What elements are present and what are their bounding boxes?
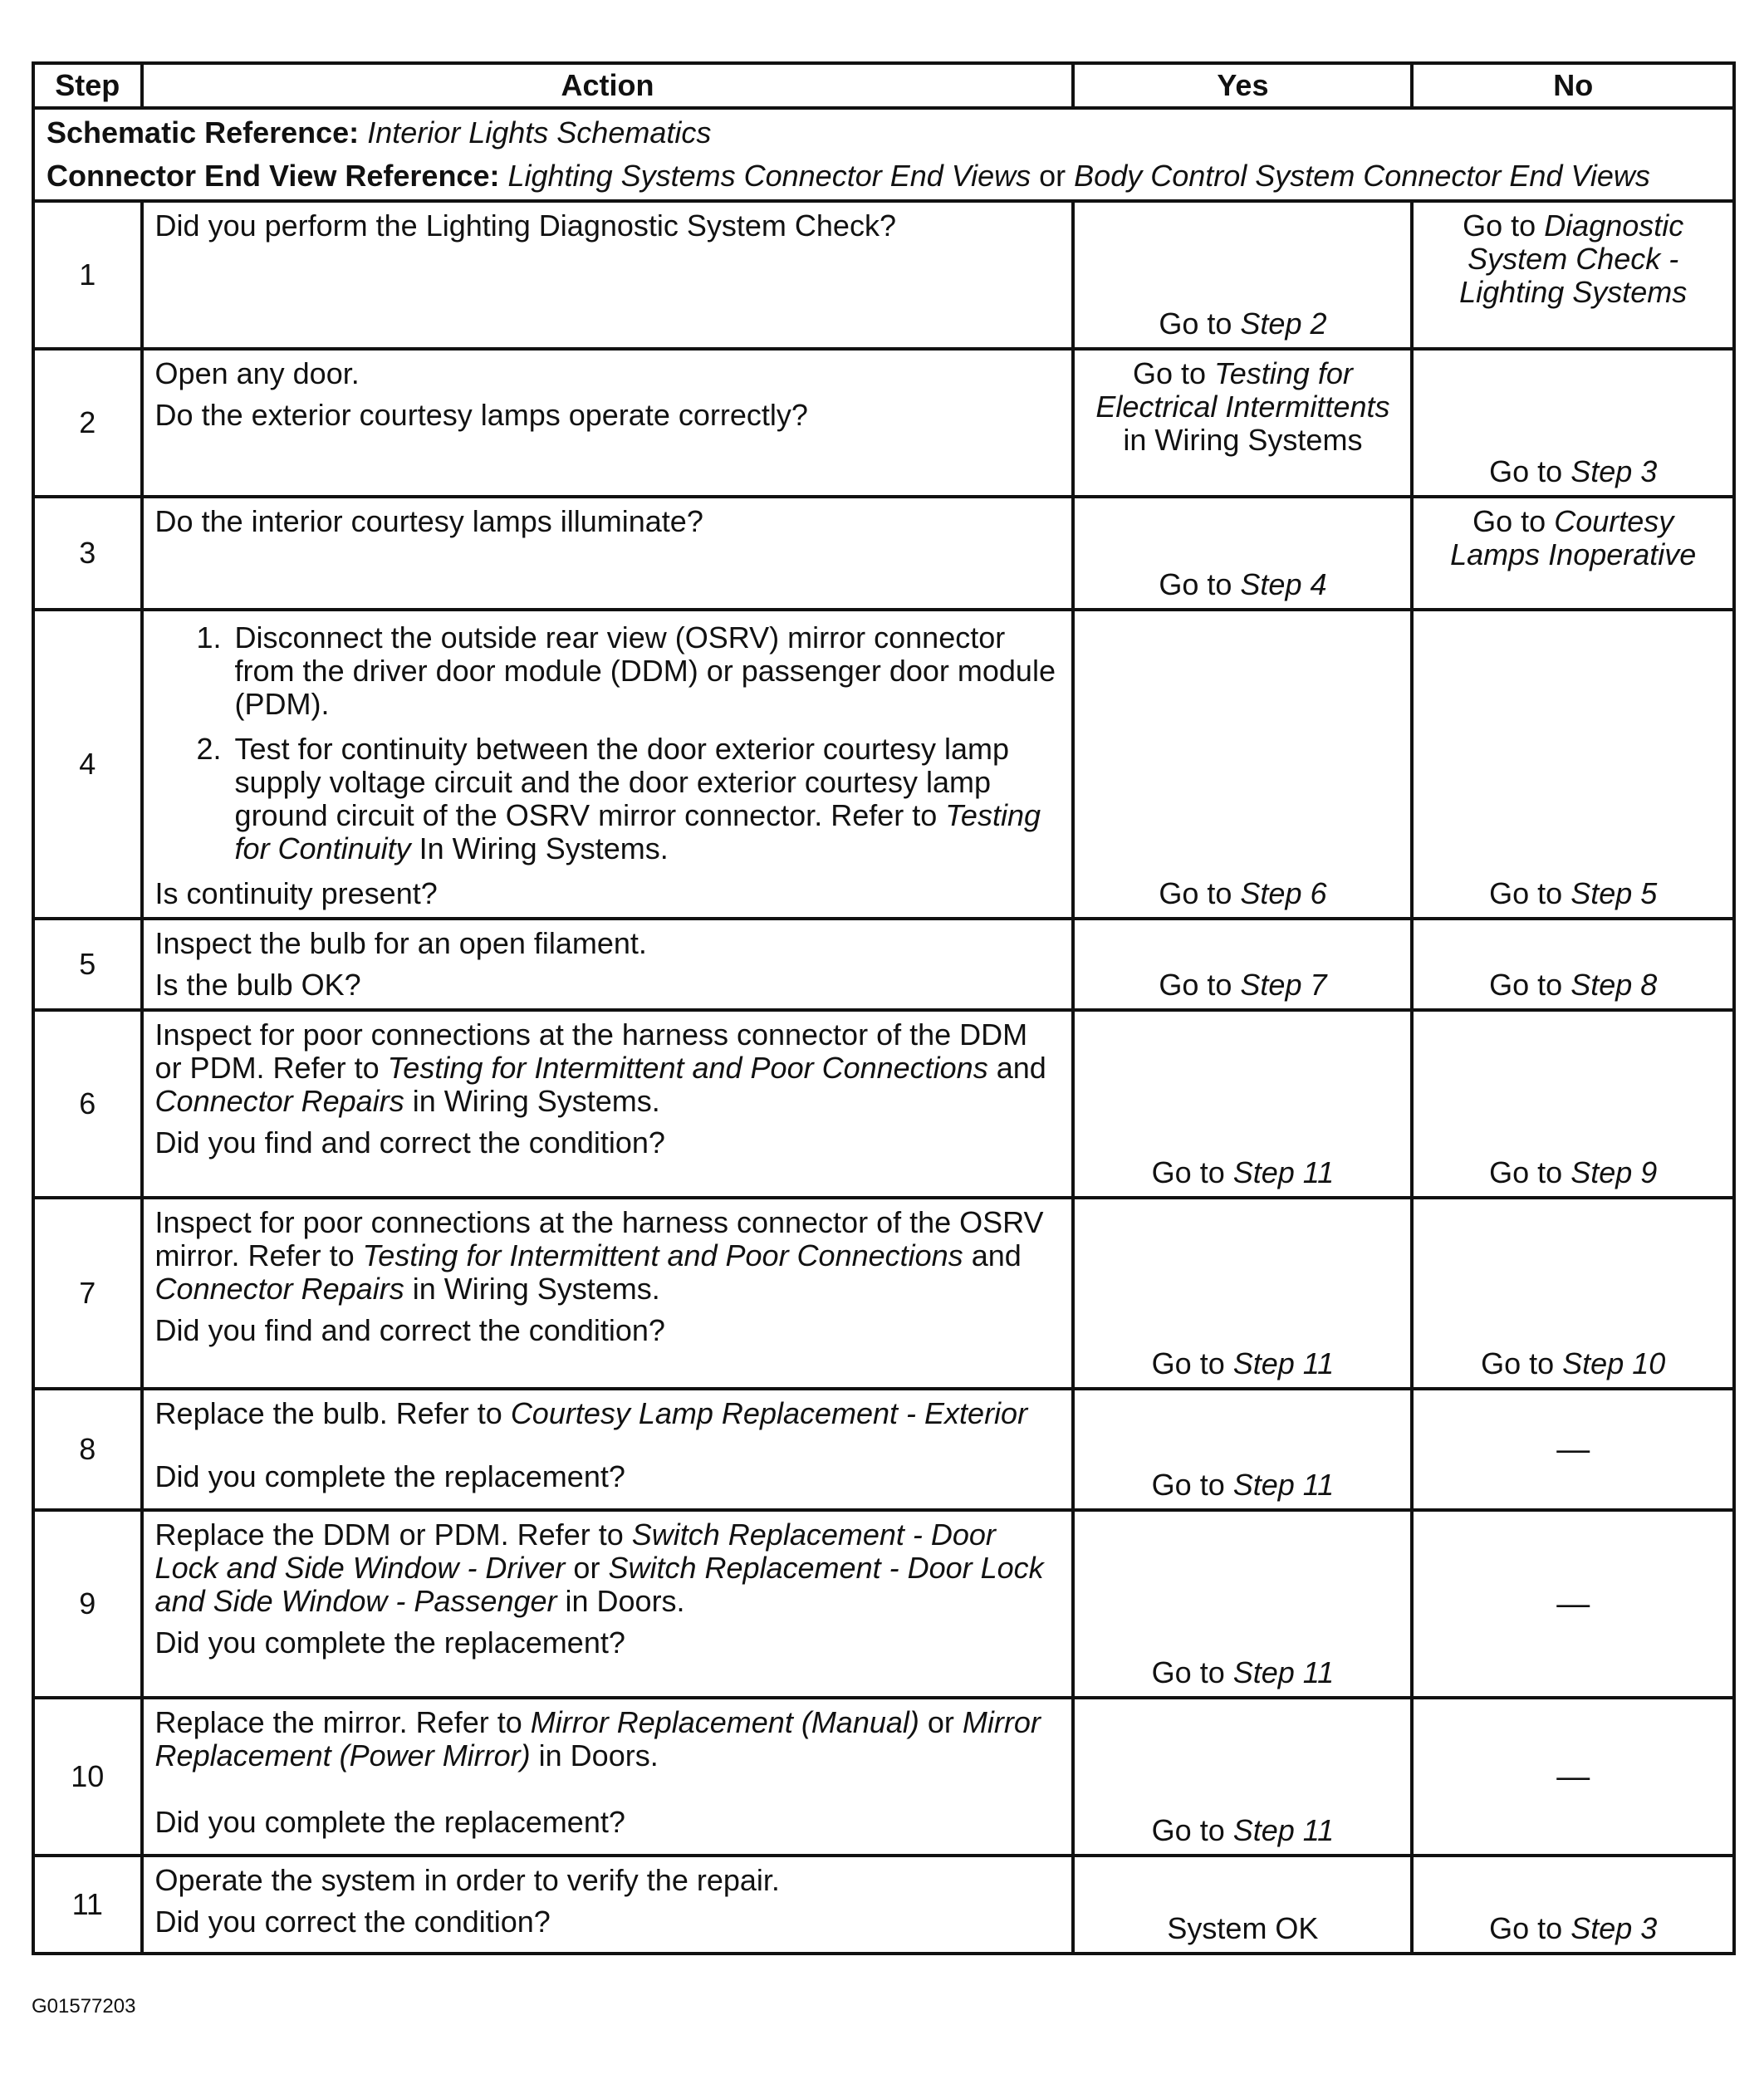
no-cell xyxy=(1412,1856,1734,1954)
step-number: 7 xyxy=(33,1198,142,1389)
no-link[interactable]: Step 3 xyxy=(1570,1911,1658,1945)
no-cell xyxy=(1412,497,1734,610)
yes-cell xyxy=(1073,1510,1412,1698)
table-header-row xyxy=(33,63,1734,108)
action-question: Is the bulb OK? xyxy=(154,968,361,1002)
no-prefix: Go to xyxy=(1481,1346,1563,1380)
substep-text: Test for continuity between the door exterior courtesy lamp supply voltage circuit and the door exterior courtesy lamp ground circuit of the OSRV mirror connector. Refer to xyxy=(234,732,1010,832)
action-link[interactable]: Mirror Replacement (Power Mirror) xyxy=(154,1705,1041,1772)
action-link[interactable]: Connector Repairs xyxy=(154,1084,404,1118)
step-number: 6 xyxy=(33,1010,142,1198)
yes-cell xyxy=(1073,497,1412,610)
action-text: Inspect the bulb for an open filament. xyxy=(154,926,647,960)
yes-prefix: Go to xyxy=(1151,1155,1233,1189)
no-link[interactable]: Step 10 xyxy=(1562,1346,1666,1380)
header-step: Step xyxy=(33,63,142,108)
yes-cell: System OK xyxy=(1073,1856,1412,1954)
action-text-part: and xyxy=(963,1238,1022,1272)
action-link[interactable]: Connector Repairs xyxy=(154,1272,404,1306)
substep-list xyxy=(155,621,1061,865)
action-question: Do the exterior courtesy lamps operate correctly? xyxy=(154,398,808,432)
action-cell xyxy=(142,1856,1074,1954)
action-cell xyxy=(142,919,1074,1010)
action-cell xyxy=(142,1010,1074,1198)
substep-text-suffix: In Wiring Systems. xyxy=(410,831,669,865)
yes-link[interactable]: Step 2 xyxy=(1240,306,1327,341)
yes-cell xyxy=(1073,1389,1412,1510)
table-row xyxy=(33,1698,1734,1856)
action-text-part: Replace the bulb. Refer to xyxy=(154,1396,511,1430)
action-text xyxy=(155,1706,1061,1772)
no-prefix: Go to xyxy=(1489,1155,1571,1189)
yes-link[interactable]: Step 11 xyxy=(1232,1655,1335,1689)
no-prefix: Go to xyxy=(1489,454,1571,488)
substep-text: Disconnect the outside rear view (OSRV) mirror connector from the driver door module (DDM) or passenger door module (PDM). xyxy=(234,620,1056,721)
header-yes: Yes xyxy=(1073,63,1412,108)
no-cell xyxy=(1412,1198,1734,1389)
connector-reference xyxy=(47,159,1721,193)
step-number: 10 xyxy=(33,1698,142,1856)
reference-row xyxy=(33,108,1734,201)
yes-link[interactable]: Step 11 xyxy=(1232,1813,1335,1847)
action-cell xyxy=(142,349,1074,497)
action-cell xyxy=(142,497,1074,610)
action-question: Did you correct the condition? xyxy=(154,1905,551,1939)
yes-cell xyxy=(1073,919,1412,1010)
yes-prefix: Go to xyxy=(1159,968,1241,1002)
no-prefix: Go to xyxy=(1463,208,1545,243)
step-number: 4 xyxy=(33,610,142,919)
diagnostic-table xyxy=(32,61,1736,1955)
header-action: Action xyxy=(142,63,1074,108)
yes-prefix: Go to xyxy=(1159,876,1241,910)
table-row xyxy=(33,1510,1734,1698)
action-cell xyxy=(142,1510,1074,1698)
action-link[interactable]: Switch Replacement - Door Lock and Side Window - Passenger xyxy=(154,1551,1044,1618)
yes-link[interactable]: Step 11 xyxy=(1232,1155,1335,1189)
action-text-part: in Doors. xyxy=(556,1584,685,1618)
action-question: Did you find and correct the condition? xyxy=(154,1313,665,1347)
action-text xyxy=(155,1397,1061,1430)
connector-reference-or: or xyxy=(1031,159,1075,193)
no-cell: — xyxy=(1412,1698,1734,1856)
yes-prefix: Go to xyxy=(1151,1813,1233,1847)
no-cell xyxy=(1412,610,1734,919)
table-row xyxy=(33,201,1734,349)
no-link[interactable]: Step 3 xyxy=(1570,454,1658,488)
action-question: Did you complete the replacement? xyxy=(154,1459,625,1493)
table-row xyxy=(33,919,1734,1010)
step-number: 2 xyxy=(33,349,142,497)
action-text-part: in Wiring Systems. xyxy=(404,1084,660,1118)
no-link[interactable]: Step 9 xyxy=(1570,1155,1658,1189)
reference-cell xyxy=(33,108,1734,201)
connector-reference-link-2[interactable]: Body Control System Connector End Views xyxy=(1074,159,1650,193)
action-text-part: Inspect for poor connections at the harness connector of the OSRV mirror. Refer to xyxy=(154,1205,1044,1272)
yes-link[interactable]: Step 4 xyxy=(1240,567,1327,601)
yes-cell xyxy=(1073,349,1412,497)
action-cell xyxy=(142,1389,1074,1510)
no-cell xyxy=(1412,349,1734,497)
substep-item xyxy=(230,733,1061,865)
yes-cell xyxy=(1073,201,1412,349)
action-link[interactable]: Switch Replacement - Door Lock and Side Window - Driver xyxy=(154,1518,996,1585)
no-link[interactable]: Courtesy Lamps Inoperative xyxy=(1450,504,1697,571)
yes-cell xyxy=(1073,610,1412,919)
no-cell xyxy=(1412,201,1734,349)
step-number: 5 xyxy=(33,919,142,1010)
yes-prefix: Go to xyxy=(1159,306,1241,341)
action-question: Did you find and correct the condition? xyxy=(154,1125,665,1160)
action-text-part: in Wiring Systems. xyxy=(404,1272,660,1306)
no-link[interactable]: Diagnostic System Check - Lighting Systems xyxy=(1459,208,1688,309)
no-cell xyxy=(1412,1010,1734,1198)
yes-link[interactable]: Step 11 xyxy=(1232,1468,1335,1502)
table-row xyxy=(33,1856,1734,1954)
action-link[interactable]: Testing for Intermittent and Poor Connections xyxy=(387,1051,988,1085)
table-row xyxy=(33,610,1734,919)
action-link[interactable]: Testing for Intermittent and Poor Connections xyxy=(362,1238,963,1272)
figure-id: G01577203 xyxy=(32,1995,136,2018)
table-row xyxy=(33,1198,1734,1389)
action-text: Operate the system in order to verify the repair. xyxy=(154,1863,780,1897)
yes-prefix: Go to xyxy=(1159,567,1241,601)
action-cell xyxy=(142,610,1074,919)
step-number: 11 xyxy=(33,1856,142,1954)
action-text xyxy=(155,1018,1061,1118)
connector-reference-link-1[interactable]: Lighting Systems Connector End Views xyxy=(507,159,1031,193)
action-text-part: Replace the DDM or PDM. Refer to xyxy=(154,1518,632,1552)
action-text-part: and xyxy=(987,1051,1046,1085)
action-text-part: or xyxy=(565,1551,609,1585)
yes-cell xyxy=(1073,1698,1412,1856)
action-text-part: or xyxy=(919,1705,963,1739)
no-cell: — xyxy=(1412,1389,1734,1510)
step-number: 9 xyxy=(33,1510,142,1698)
action-text xyxy=(155,1518,1061,1618)
action-link[interactable]: Courtesy Lamp Replacement - Exterior xyxy=(510,1396,1028,1430)
yes-suffix: in Wiring Systems xyxy=(1123,423,1363,457)
action-question: Is continuity present? xyxy=(154,876,438,910)
table-row xyxy=(33,497,1734,610)
action-text xyxy=(155,1206,1061,1306)
action-cell xyxy=(142,201,1074,349)
schematic-reference-link[interactable]: Interior Lights Schematics xyxy=(367,115,712,150)
action-cell xyxy=(142,1698,1074,1856)
yes-prefix: Go to xyxy=(1151,1468,1233,1502)
no-prefix: Go to xyxy=(1472,504,1555,538)
no-prefix: Go to xyxy=(1489,968,1571,1002)
no-cell: — xyxy=(1412,1510,1734,1698)
action-question: Did you complete the replacement? xyxy=(154,1625,625,1660)
no-prefix: Go to xyxy=(1489,1911,1571,1945)
table-row xyxy=(33,1389,1734,1510)
substep-link[interactable]: Testing for Continuity xyxy=(234,798,1041,865)
no-link[interactable]: Step 5 xyxy=(1570,876,1658,910)
yes-prefix: Go to xyxy=(1151,1655,1233,1689)
yes-prefix: Go to xyxy=(1133,356,1215,390)
yes-link[interactable]: Step 7 xyxy=(1240,968,1327,1002)
action-text-part: Replace the mirror. Refer to xyxy=(154,1705,531,1739)
schematic-reference xyxy=(47,116,1721,150)
table-row xyxy=(33,349,1734,497)
yes-link[interactable]: Step 6 xyxy=(1240,876,1327,910)
action-text-part: in Doors. xyxy=(530,1738,659,1772)
action-text: Did you perform the Lighting Diagnostic System Check? xyxy=(154,208,896,243)
step-number: 8 xyxy=(33,1389,142,1510)
action-link[interactable]: Mirror Replacement (Manual) xyxy=(530,1705,919,1739)
step-number: 1 xyxy=(33,201,142,349)
yes-cell xyxy=(1073,1198,1412,1389)
action-text-part: Inspect for poor connections at the harness connector of the DDM or PDM. Refer to xyxy=(154,1017,1028,1085)
schematic-reference-label: Schematic Reference: xyxy=(47,115,360,150)
header-no: No xyxy=(1412,63,1734,108)
no-cell xyxy=(1412,919,1734,1010)
substep-item xyxy=(230,621,1061,721)
action-question: Did you complete the replacement? xyxy=(154,1805,625,1839)
yes-link[interactable]: Step 11 xyxy=(1232,1346,1335,1380)
table-row xyxy=(33,1010,1734,1198)
yes-link[interactable]: Testing for Electrical Intermittents xyxy=(1095,356,1390,424)
no-link[interactable]: Step 8 xyxy=(1570,968,1658,1002)
yes-cell xyxy=(1073,1010,1412,1198)
yes-prefix: Go to xyxy=(1151,1346,1233,1380)
action-cell xyxy=(142,1198,1074,1389)
action-text: Do the interior courtesy lamps illuminate? xyxy=(154,504,703,538)
no-prefix: Go to xyxy=(1489,876,1571,910)
connector-reference-label: Connector End View Reference: xyxy=(47,159,500,193)
step-number: 3 xyxy=(33,497,142,610)
action-text: Open any door. xyxy=(154,356,360,390)
